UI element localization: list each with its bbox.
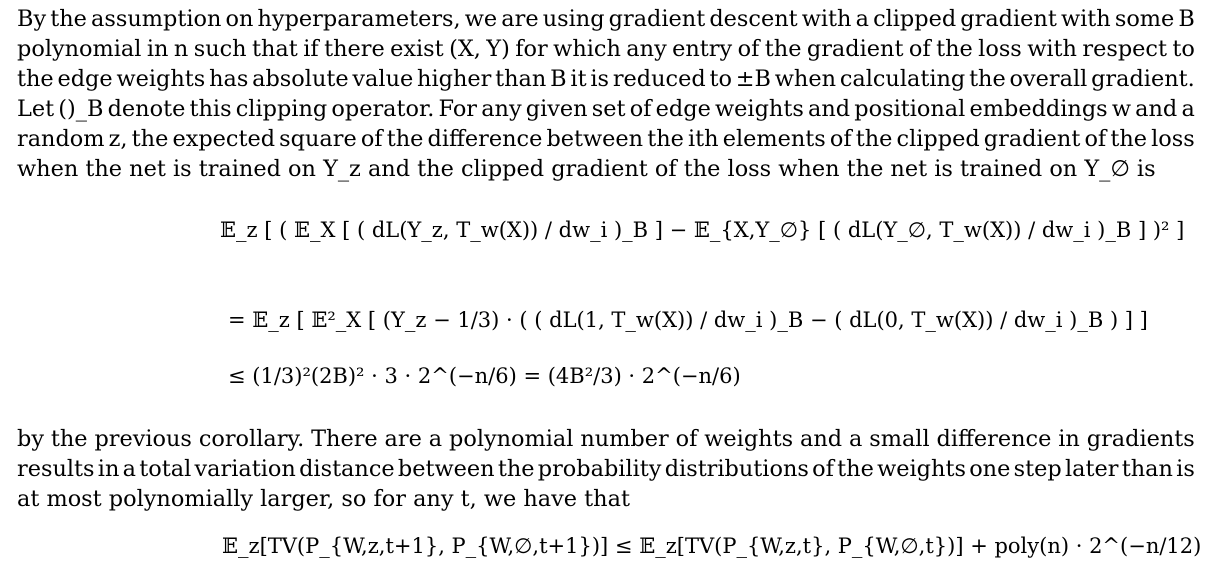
paragraph-1-line-6: when the net is trained on Y_z and the clipped gradient of the loss when the net is trained on Y_∅ is	[17, 156, 1156, 182]
paragraph-2-line-3: at most polynomially larger, so for any t, we have that	[17, 486, 630, 512]
paragraph-1-line-4: Let ()_B denote this clipping operator. For any given set of edge weights and positional embeddings w and a	[17, 96, 1195, 122]
paragraph-2-line-1: by the previous corollary. There are a polynomial number of weights and a small difference in gradients	[17, 426, 1195, 452]
equation-2: 𝔼_z[TV(P_{W,z,t+1}, P_{W,∅,t+1})] ≤ 𝔼_z[TV(P_{W,z,t}, P_{W,∅,t})] + poly(n) · 2^(−n/12)	[222, 534, 1202, 558]
paragraph-1-line-2: polynomial in n such that if there exist (X, Y) for which any entry of the gradient of the loss with respect to	[17, 36, 1195, 62]
paragraph-2-line-2: results in a total variation distance between the probability distributions of the weights one step later than is	[17, 456, 1195, 482]
paragraph-1-line-3: the edge weights has absolute value higher than B it is reduced to ±B when calculating the overall gradient.	[17, 66, 1195, 92]
equation-1-line-3: ≤ (1/3)²(2B)² · 3 · 2^(−n/6) = (4B²/3) · 2^(−n/6)	[228, 364, 741, 388]
equation-1-line-1: 𝔼_z [ ( 𝔼_X [ ( dL(Y_z, T_w(X)) / dw_i )_B ] − 𝔼_{X,Y_∅} [ ( dL(Y_∅, T_w(X)) / dw_i )_B ] )² ]	[220, 218, 1185, 242]
paragraph-1-line-5: random z, the expected square of the difference between the ith elements of the clipped gradient of the loss	[17, 126, 1195, 152]
equation-1-line-2: = 𝔼_z [ 𝔼²_X [ (Y_z − 1/3) · ( ( dL(1, T_w(X)) / dw_i )_B − ( dL(0, T_w(X)) / dw_i )_B ) ] ]	[228, 308, 1148, 332]
paragraph-1-line-1: By the assumption on hyperparameters, we are using gradient descent with a clipped gradient with some B	[17, 6, 1195, 32]
